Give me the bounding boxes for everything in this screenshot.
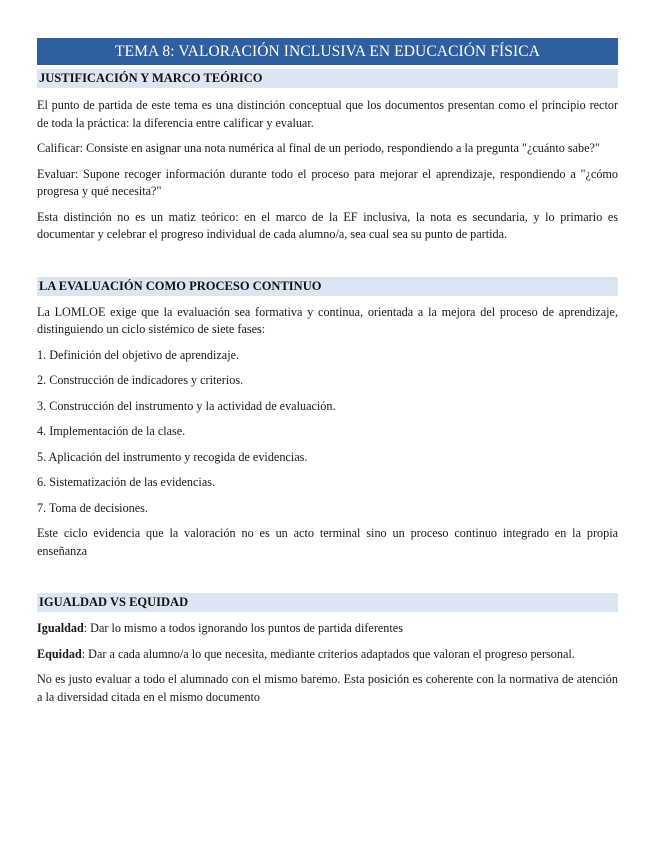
paragraph: Calificar: Consiste en asignar una nota numérica al final de un periodo, respondiendo a la pregunta "¿cuánto sabe?" [37, 141, 600, 155]
section-heading-evaluacion: LA EVALUACIÓN COMO PROCESO CONTINUO [37, 277, 618, 296]
definition-equidad [37, 646, 618, 664]
document-title: TEMA 8: VALORACIÓN INCLUSIVA EN EDUCACIÓN FÍSICA [37, 38, 618, 65]
section-heading-justificacion: JUSTIFICACIÓN Y MARCO TEÓRICO [37, 69, 618, 88]
list-item: 7. Toma de decisiones. [37, 500, 148, 515]
paragraph: Evaluar: Supone recoger información durante todo el proceso para mejorar el aprendizaje, respondiendo a "¿cómo progresa y qué necesita?" [37, 166, 618, 198]
document-page [37, 38, 618, 706]
list-item: 6. Sistematización de las evidencias. [37, 475, 216, 489]
definition-text: : Dar lo mismo a todos ignorando los puntos de partida diferentes [83, 621, 403, 635]
list-item: 5. Aplicación del instrumento y recogida de evidencias. [37, 449, 308, 464]
list-item: 2. Construcción de indicadores y criterios. [37, 373, 244, 387]
list-item: 1. Definición del objetivo de aprendizaje. [37, 347, 240, 362]
definition-term: Igualdad [37, 621, 84, 635]
paragraph: La LOMLOE exige que la evaluación sea formativa y continua, orientada a la mejora del proceso de aprendizaje, distinguiendo un ciclo sistémico de siete fases: [37, 304, 618, 336]
definition-igualdad [37, 620, 618, 638]
list-item: 3. Construcción del instrumento y la actividad de evaluación. [37, 398, 336, 413]
paragraph: No es justo evaluar a todo el alumnado con el mismo baremo. Esta posición es coherente con la normativa de atención a la diversidad citada en el mismo documento [37, 672, 618, 704]
paragraph: Este ciclo evidencia que la valoración no es un acto terminal sino un proceso continuo integrado en la propia enseñanza [37, 526, 618, 558]
paragraph: Esta distinción no es un matiz teórico: en el marco de la EF inclusiva, la nota es secundaria, y lo primario es documentar y celebrar el progreso individual de cada alumno/a, sea cual sea su punto de partida. [37, 209, 618, 241]
list-item: 4. Implementación de la clase. [37, 424, 186, 438]
paragraph: El punto de partida de este tema es una distinción conceptual que los documentos presentan como el principio rector de toda la práctica: la diferencia entre calificar y evaluar. [37, 98, 618, 130]
section-heading-igualdad: IGUALDAD VS EQUIDAD [37, 593, 618, 612]
definition-term: Equidad [37, 646, 82, 661]
definition-text: : Dar a cada alumno/a lo que necesita, mediante criterios adaptados que valoran el progreso personal. [81, 646, 575, 661]
